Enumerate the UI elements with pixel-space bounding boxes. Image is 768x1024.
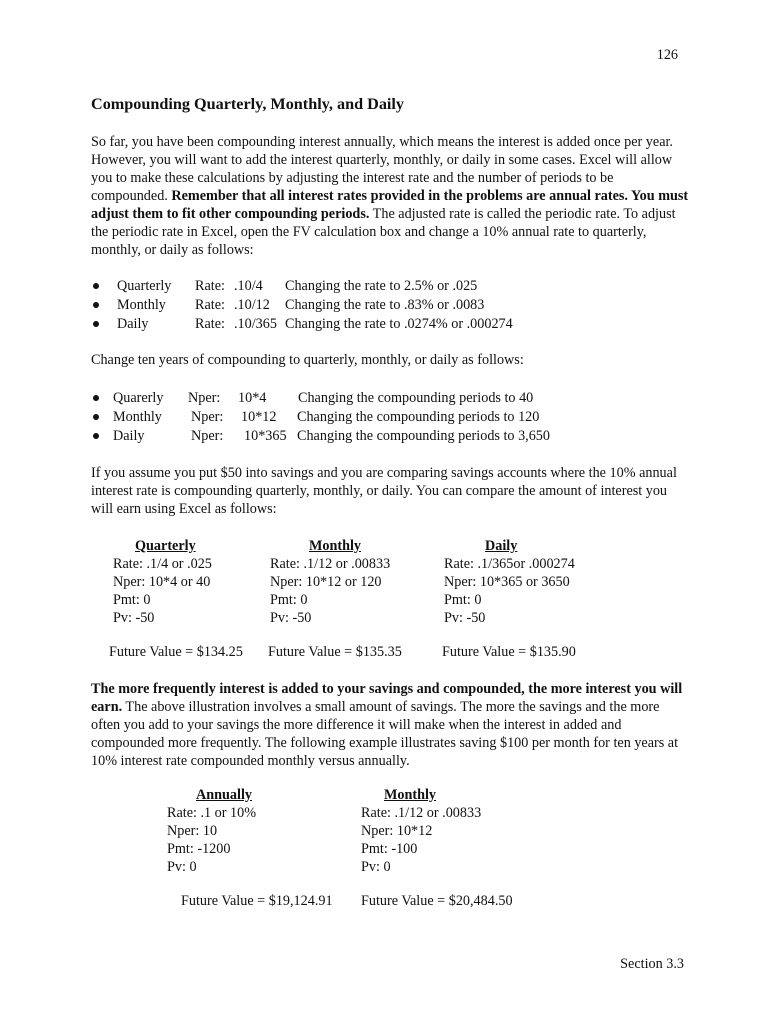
bullet-period: Monthly — [117, 297, 166, 313]
rate-value: Rate: .1/12 or .00833 — [270, 556, 391, 572]
future-value: Future Value = $19,124.91 — [181, 893, 333, 909]
future-value: Future Value = $135.90 — [442, 644, 576, 660]
column-header: Daily — [485, 538, 518, 554]
column-header: Annually — [196, 787, 252, 803]
future-value: Future Value = $20,484.50 — [361, 893, 513, 909]
intro-bold-text: Remember that all interest rates provided in the problems are annual rates. You must adjust them to fit other compounding periods. — [91, 188, 689, 222]
intro-paragraph — [91, 133, 691, 259]
bullet-label: Rate: — [195, 316, 225, 332]
bullet-period: Monthly — [113, 409, 162, 425]
nper-value: Nper: 10*12 or 120 — [270, 574, 382, 590]
column-header: Monthly — [309, 538, 362, 554]
intro-text-1: So far, you have been compounding interest annually, which means the interest is added once per year. However, you will want to add the interest quarterly, monthly, or daily in some cases. Excel will allow you to make these calculations by adjusting the interest rate and the number of periods to be compounded. — [91, 134, 673, 204]
pmt-value: Pmt: -100 — [361, 841, 418, 857]
pv-value: Pv: -50 — [113, 610, 155, 626]
bullet-label: Nper: — [188, 390, 221, 406]
bullet-period: Daily — [117, 316, 149, 332]
pv-value: Pv: 0 — [167, 859, 197, 875]
bullet-value: .10/4 — [234, 278, 263, 294]
bullet-label: Nper: — [191, 428, 224, 444]
bullet-period: Daily — [113, 428, 145, 444]
bullet-period: Quarterly — [117, 278, 172, 294]
bullet-label: Rate: — [195, 278, 225, 294]
pv-value: Pv: -50 — [444, 610, 486, 626]
bullet-value: 10*4 — [238, 390, 267, 406]
frequency-bold-text: The more frequently interest is added to your savings and compounded, the more interest you will earn. — [91, 681, 683, 715]
nper-value: Nper: 10 — [167, 823, 218, 839]
bullet-value: 10*365 — [244, 428, 287, 444]
rate-value: Rate: .1/365or .000274 — [444, 556, 575, 572]
bullet-desc: Changing the compounding periods to 120 — [297, 409, 540, 425]
bullet-value: .10/12 — [234, 297, 270, 313]
bullet-desc: Changing the compounding periods to 3,650 — [297, 428, 550, 444]
page-number: 126 — [656, 47, 678, 63]
pmt-value: Pmt: -1200 — [167, 841, 231, 857]
pmt-value: Pmt: 0 — [444, 592, 482, 608]
frequency-text: The above illustration involves a small amount of savings. The more the savings and the more often you add to your savings the more difference it will make when the interest in added and compounded more frequently. The following example illustrates saving $100 per month for ten years at 10% interest rate compounded monthly versus annually. — [91, 699, 679, 769]
frequency-paragraph — [91, 680, 691, 770]
column-header: Monthly — [384, 787, 437, 803]
intro-text-2: The adjusted rate is called the periodic rate. To adjust the periodic rate in Excel, open the FV calculation box and change a 10% annual rate to quarterly, monthly, or daily as follows: — [91, 206, 676, 258]
future-value: Future Value = $134.25 — [109, 644, 243, 660]
future-value: Future Value = $135.35 — [268, 644, 402, 660]
pv-value: Pv: 0 — [361, 859, 391, 875]
pv-value: Pv: -50 — [270, 610, 312, 626]
bullet-desc: Changing the rate to .0274% or .000274 — [285, 316, 513, 332]
bullet-label: Rate: — [195, 297, 225, 313]
column-header: Quarterly — [135, 538, 196, 554]
rate-value: Rate: .1 or 10% — [167, 805, 257, 821]
bullet-value: .10/365 — [234, 316, 277, 332]
rate-value: Rate: .1/12 or .00833 — [361, 805, 482, 821]
nper-value: Nper: 10*4 or 40 — [113, 574, 211, 590]
bullet-label: Nper: — [191, 409, 224, 425]
page-title: Compounding Quarterly, Monthly, and Daily — [91, 95, 405, 113]
bullet-value: 10*12 — [241, 409, 277, 425]
bullet-desc: Changing the rate to 2.5% or .025 — [285, 278, 478, 294]
nper-value: Nper: 10*365 or 3650 — [444, 574, 570, 590]
bullet-desc: Changing the rate to .83% or .0083 — [285, 297, 485, 313]
nper-value: Nper: 10*12 — [361, 823, 433, 839]
pmt-value: Pmt: 0 — [270, 592, 308, 608]
section-footer: Section 3.3 — [620, 956, 684, 972]
bullet-desc: Changing the compounding periods to 40 — [298, 390, 534, 406]
rate-value: Rate: .1/4 or .025 — [113, 556, 212, 572]
nper-intro: Change ten years of compounding to quarterly, monthly, or daily as follows: — [91, 352, 524, 368]
compare-intro: If you assume you put $50 into savings and you are comparing savings accounts where the 10% annual interest rate is compounding quarterly, monthly, or daily. You can compare the amount of interest you will earn using Excel as follows: — [91, 465, 677, 517]
pmt-value: Pmt: 0 — [113, 592, 151, 608]
bullet-period: Quarerly — [113, 390, 164, 406]
